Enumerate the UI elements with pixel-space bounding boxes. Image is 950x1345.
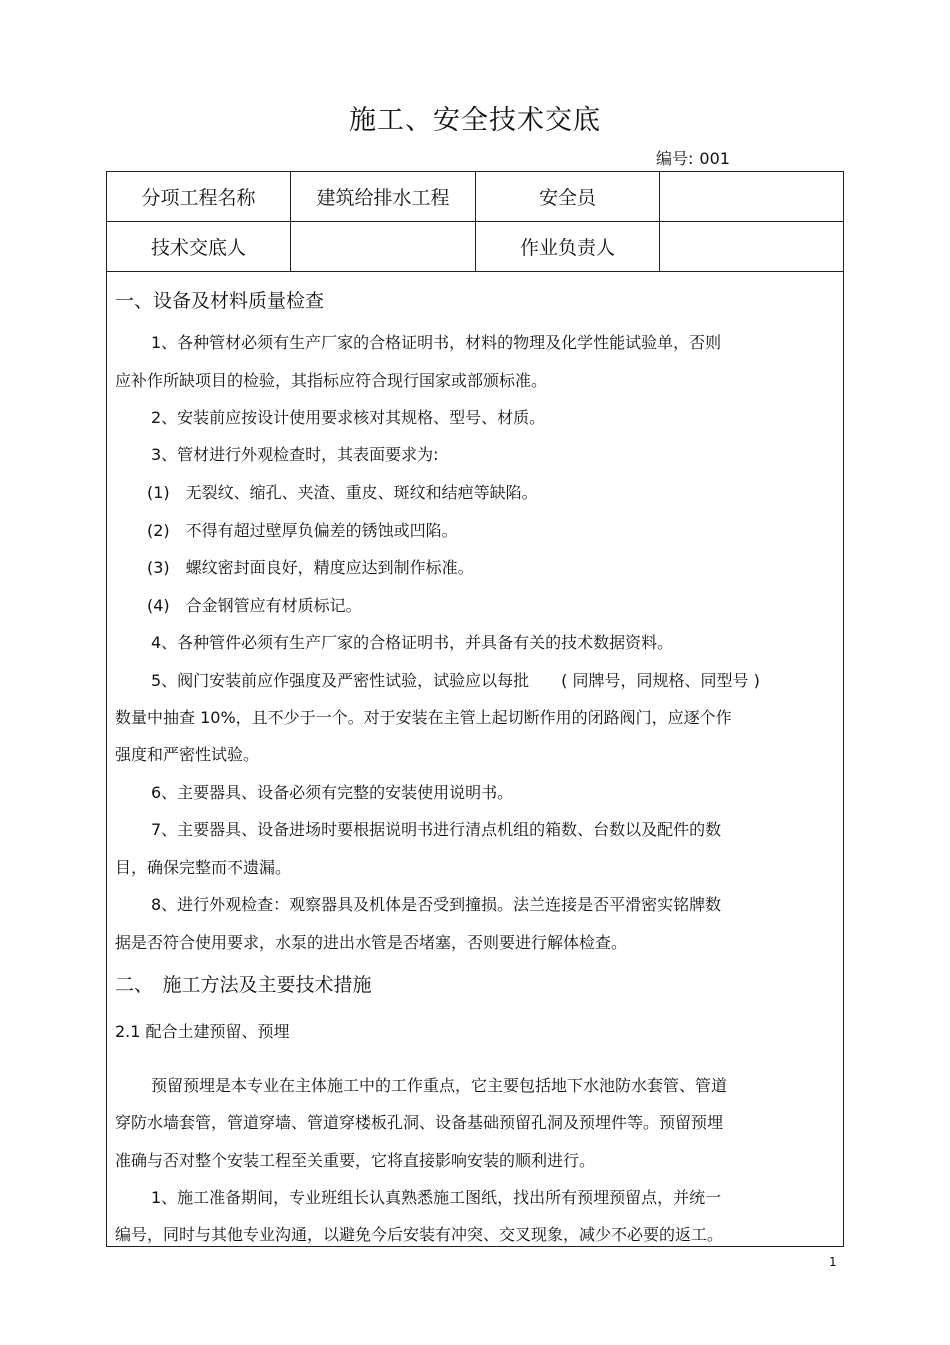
table-divider [107,271,843,272]
disclosure-table [106,171,844,1247]
discloser-label: 技术交底人 [150,237,246,259]
page-number: 1 [829,1255,837,1269]
safety-officer-value [660,172,843,221]
subsection-heading: 2.1 配合土建预留、预埋 [115,1022,290,1041]
safety-officer-label: 安全员 [538,187,596,209]
text-line: 穿防水墙套管，管道穿墙、管道穿楼板孔洞、设备基础预留孔洞及预埋件等。预留预埋 [115,1113,724,1132]
text-line: 7、主要器具、设备进场时要根据说明书进行清点机组的箱数、台数以及配件的数 [151,820,722,839]
text-line: 据是否符合使用要求，水泵的进出水管是否堵塞，否则要进行解体检查。 [115,933,628,952]
text-line: 1、施工准备期间，专业班组长认真熟悉施工图纸，找出所有预埋预留点，并统一 [151,1188,722,1207]
text-line: 强度和严密性试验。 [115,745,260,764]
document-number [656,146,736,169]
text-line: 5、阀门安装前应作强度及严密性试验，试验应以每批 ( 同牌号，同规格、同型号 ) [151,671,760,690]
work-leader-label: 作业负责人 [519,237,615,259]
text-line: 2、安装前应按设计使用要求核对其规格、型号、材质。 [151,408,546,427]
text-line: 准确与否对整个安装工程至关重要，它将直接影响安装的顺利进行。 [115,1151,596,1170]
text-line: 预留预埋是本专业在主体施工中的工作重点，它主要包括地下水池防水套管、管道 [151,1076,728,1095]
work-leader-value [660,222,843,271]
document-title: 施工、安全技术交底 [349,105,601,136]
text-line: 编号，同时与其他专业沟通，以避免今后安装有冲突、交叉现象，减少不必要的返工。 [115,1225,724,1244]
text-line: (1) 无裂纹、缩孔、夹渣、重皮、斑纹和结疤等缺陷。 [147,483,538,502]
text-line: 6、主要器具、设备必须有完整的安装使用说明书。 [151,783,514,802]
text-line: (3) 螺纹密封面良好，精度应达到制作标准。 [147,558,474,577]
text-line: (2) 不得有超过壁厚负偏差的锈蚀或凹陷。 [147,521,458,540]
document-number-label: 编号: [656,149,694,168]
discloser-value [291,222,475,271]
project-name-label: 分项工程名称 [141,187,256,209]
text-line: 应补作所缺项目的检验，其指标应符合现行国家或部颁标准。 [115,371,548,390]
document-number-value: 001 [699,149,730,168]
text-line: 8、进行外观检查：观察器具及机体是否受到撞损。法兰连接是否平滑密实铭牌数 [151,895,722,914]
text-line: (4) 合金钢管应有材质标记。 [147,596,362,615]
text-line: 1、各种管材必须有生产厂家的合格证明书，材料的物理及化学性能试验单，否则 [151,333,722,352]
section-heading: 二、 施工方法及主要技术措施 [115,974,372,996]
text-line: 3、管材进行外观检查时，其表面要求为: [151,445,439,464]
text-line: 4、各种管件必须有生产厂家的合格证明书，并具备有关的技术数据资料。 [151,633,674,652]
project-name-value: 建筑给排水工程 [316,187,450,209]
text-line: 目，确保完整而不遗漏。 [115,858,292,877]
text-line: 数量中抽查 10%，且不少于一个。对于安装在主管上起切断作用的闭路阀门，应逐个作 [115,708,732,727]
section-heading: 一、设备及材料质量检查 [115,290,325,312]
